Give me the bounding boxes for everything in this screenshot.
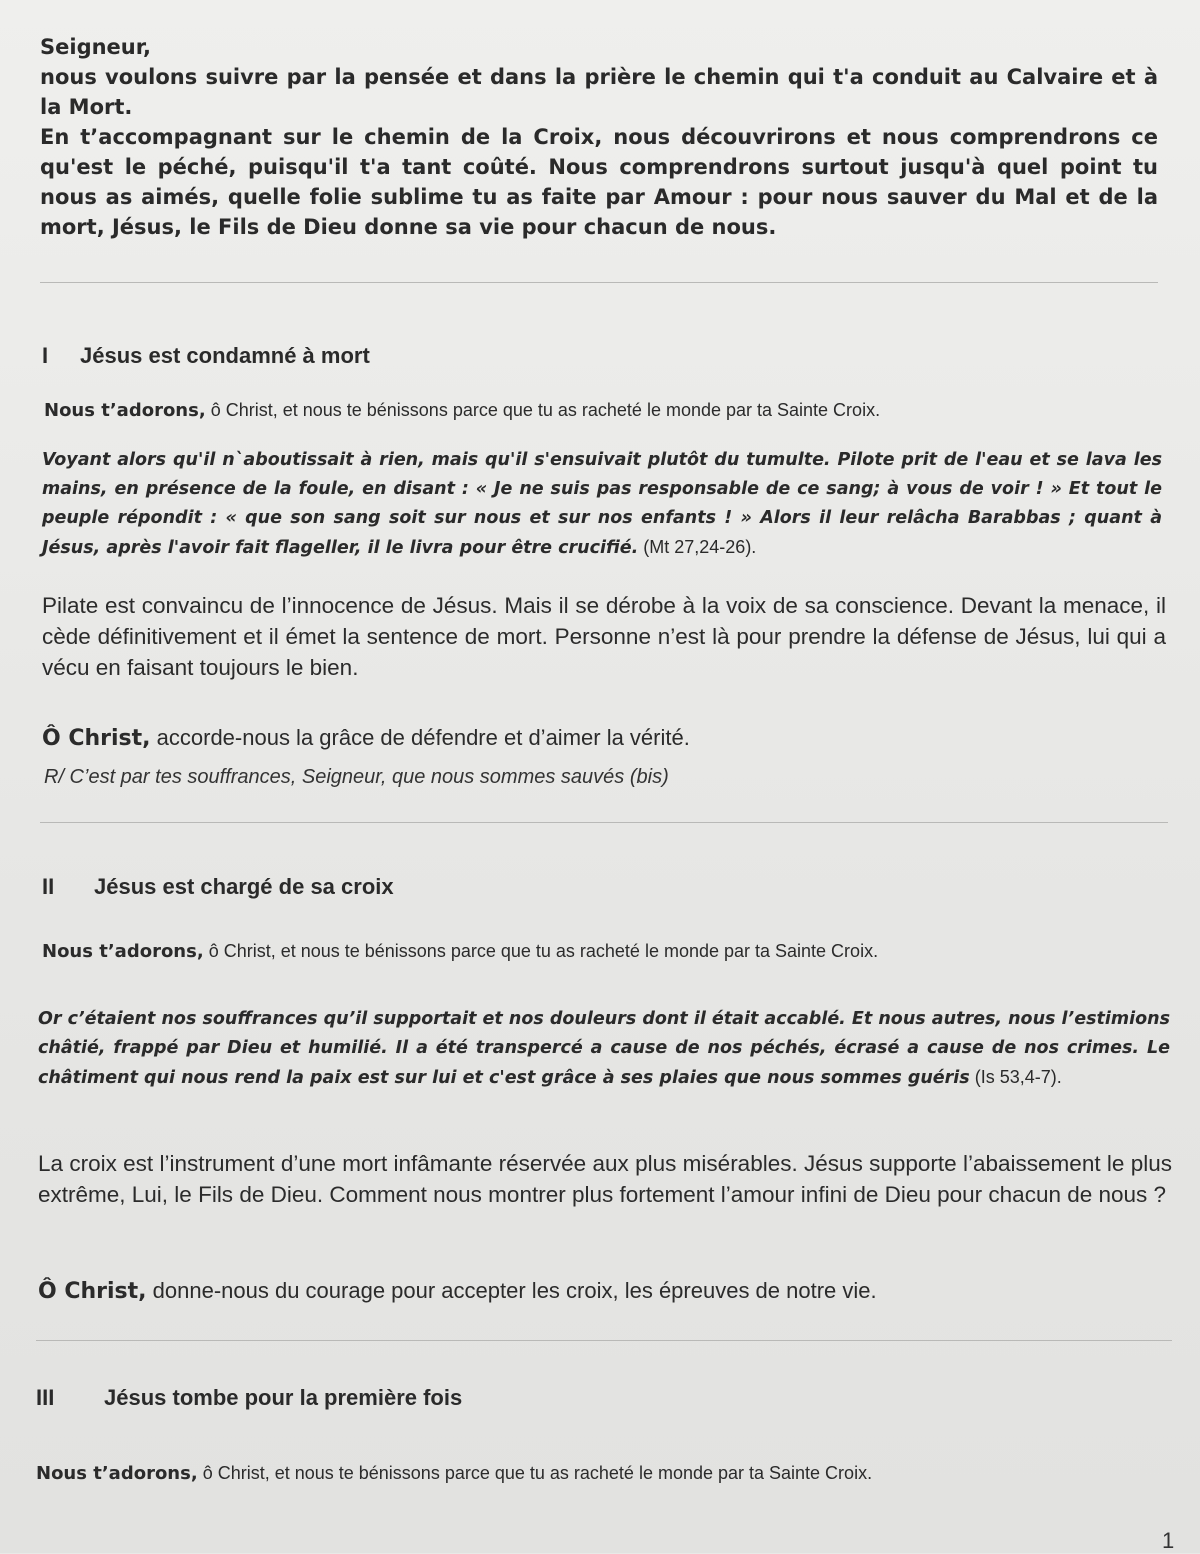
station-heading: Jésus est condamné à mort [80,343,370,368]
scripture-passage [42,446,1162,563]
prayer-line [38,1278,877,1304]
prayer-bold: Ô Christ, [42,726,151,751]
station-heading: Jésus est chargé de sa croix [94,874,394,899]
station-number: III [36,1385,55,1410]
adoration-bold: Nous t’adorons, [36,1463,198,1484]
intro-line-1: nous voulons suivre par la pensée et dans la prière le chemin qui t'a conduit au Calvaire et à la Mort. [40,65,1158,119]
adoration-text: ô Christ, et nous te bénissons parce que tu as racheté le monde par ta Sainte Croix. [197,1463,873,1483]
divider [40,282,1158,283]
station-title-2 [42,874,394,900]
divider [36,1340,1172,1341]
adoration-line [42,941,878,962]
scripture-reference: (Mt 27,24-26). [638,537,757,557]
response-line: R/ C’est par tes souffrances, Seigneur, que nous sommes sauvés (bis) [44,766,669,788]
intro-block [40,32,1158,242]
meditation-text: La croix est l’instrument d’une mort infâmante réservée aux plus misérables. Jésus supporte l’abaissement le plus extrême, Lui, le Fils de Dieu. Comment nous montrer plus fortement l’amour infini de Dieu pour chacun de nous ? [38,1151,1172,1207]
station-title-3 [36,1385,462,1411]
scripture-reference: (Is 53,4-7). [969,1067,1062,1087]
adoration-bold: Nous t’adorons, [44,400,206,421]
station-number: II [42,874,55,899]
prayer-bold: Ô Christ, [38,1279,147,1304]
adoration-line [44,400,880,421]
divider [40,822,1168,823]
adoration-bold: Nous t’adorons, [42,941,204,962]
scripture-text: Or c’étaient nos souffrances qu’il supportait et nos douleurs dont il était accablé. Et nous autres, nous l’estimions châtié, frappé par Dieu et humilié. Il a été transpercé a cause de nos péchés, écrasé a cause de nos crimes. Le châtiment qui nous rend la paix est sur lui et c'est grâce à ses plaies que nous sommes guéris [38,1009,1170,1088]
intro-salutation: Seigneur, [40,35,151,59]
meditation-text: Pilate est convaincu de l’innocence de Jésus. Mais il se dérobe à la voix de sa conscience. Devant la menace, il cède définitivement et il émet la sentence de mort. Personne n’est là pour prendre la défense de Jésus, lui qui a vécu en faisant toujours le bien. [42,593,1166,680]
station-title-1 [42,343,370,369]
station-heading: Jésus tombe pour la première fois [104,1385,463,1410]
page-number: 1 [1162,1528,1175,1553]
prayer-line [42,725,690,751]
scripture-passage [38,1005,1170,1093]
prayer-text: accorde-nous la grâce de défendre et d’aimer la vérité. [150,725,690,750]
adoration-text: ô Christ, et nous te bénissons parce que tu as racheté le monde par ta Sainte Croix. [203,941,879,961]
adoration-line [36,1463,872,1484]
station-number: I [42,343,49,368]
adoration-text: ô Christ, et nous te bénissons parce que tu as racheté le monde par ta Sainte Croix. [205,400,881,420]
scripture-text: Voyant alors qu'il n`aboutissait à rien, mais qu'il s'ensuivait plutôt du tumulte. Pilote prit de l'eau et se lava les mains, en présence de la foule, en disant : « Je ne suis pas responsable de ce sang; à vous de voir ! » Et tout le peuple répondit : « que son sang soit sur nous et sur nos enfants ! » Alors il leur relâcha Barabbas ; quant à Jésus, après l'avoir fait flageller, il le livra pour être crucifié. [42,450,1162,558]
intro-line-2: En t’accompagnant sur le chemin de la Croix, nous découvrirons et nous comprendrons ce qu'est le péché, puisqu'il t'a tant coûté. Nous comprendrons surtout jusqu'à quel point tu nous as aimés, quelle folie sublime tu as faite par Amour : pour nous sauver du Mal et de la mort, Jésus, le Fils de Dieu donne sa vie pour chacun de nous. [40,125,1158,239]
prayer-text: donne-nous du courage pour accepter les croix, les épreuves de notre vie. [146,1278,877,1303]
